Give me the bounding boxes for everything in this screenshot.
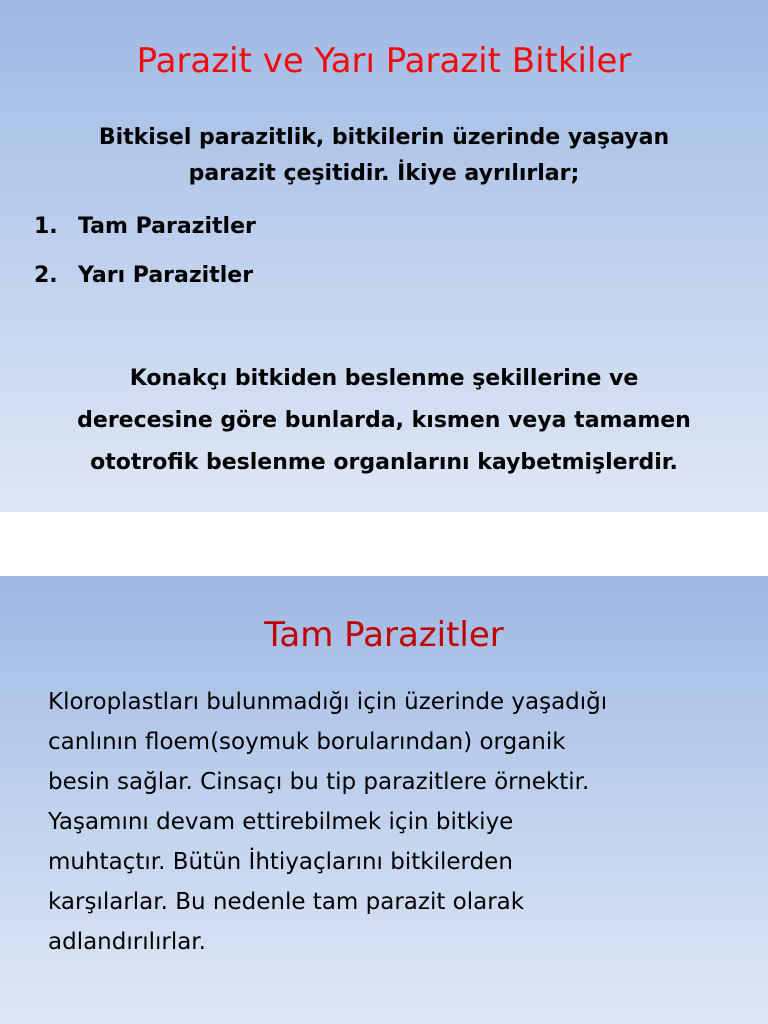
body-line: Kloroplastları bulunmadığı için üzerinde yaşadığı xyxy=(48,689,608,715)
body-line: adlandırılırlar. xyxy=(48,929,206,955)
body-line: muhtaçtır. Bütün İhtiyaçlarını bitkilerden xyxy=(48,849,513,875)
list-item-label: Tam Parazitler xyxy=(78,214,256,239)
list-item-number: 1. xyxy=(34,214,58,239)
slide-2-body xyxy=(48,682,744,962)
slide-2 xyxy=(0,576,768,1024)
intro-line: parazit çeşitidir. İkiye ayrılırlar; xyxy=(188,161,580,186)
list-item xyxy=(34,209,256,245)
closing-line: ototrofik beslenme organlarını kaybetmişlerdir. xyxy=(90,450,678,475)
list-item-number: 2. xyxy=(34,263,58,288)
body-line: karşılarlar. Bu nedenle tam parazit olarak xyxy=(48,889,525,915)
body-line: Yaşamını devam ettirebilmek için bitkiye xyxy=(48,809,514,835)
slide-1-title: Parazit ve Yarı Parazit Bitkiler xyxy=(136,41,632,81)
slide-2-title: Tam Parazitler xyxy=(264,615,504,655)
list-item xyxy=(34,258,256,294)
intro-line: Bitkisel parazitlik, bitkilerin üzerinde yaşayan xyxy=(98,125,670,150)
body-line: canlının floem(soymuk borularından) organik xyxy=(48,729,566,755)
closing-line: derecesine göre bunlarda, kısmen veya tamamen xyxy=(77,408,691,433)
closing-line: Konakçı bitkiden beslenme şekillerine ve xyxy=(129,366,639,391)
parasite-types-list xyxy=(34,209,256,307)
intro-paragraph xyxy=(0,120,768,192)
body-line: besin sağlar. Cinsaçı bu tip parazitlere örnektir. xyxy=(48,769,590,795)
list-item-label: Yarı Parazitler xyxy=(78,263,254,288)
closing-paragraph xyxy=(0,358,768,484)
